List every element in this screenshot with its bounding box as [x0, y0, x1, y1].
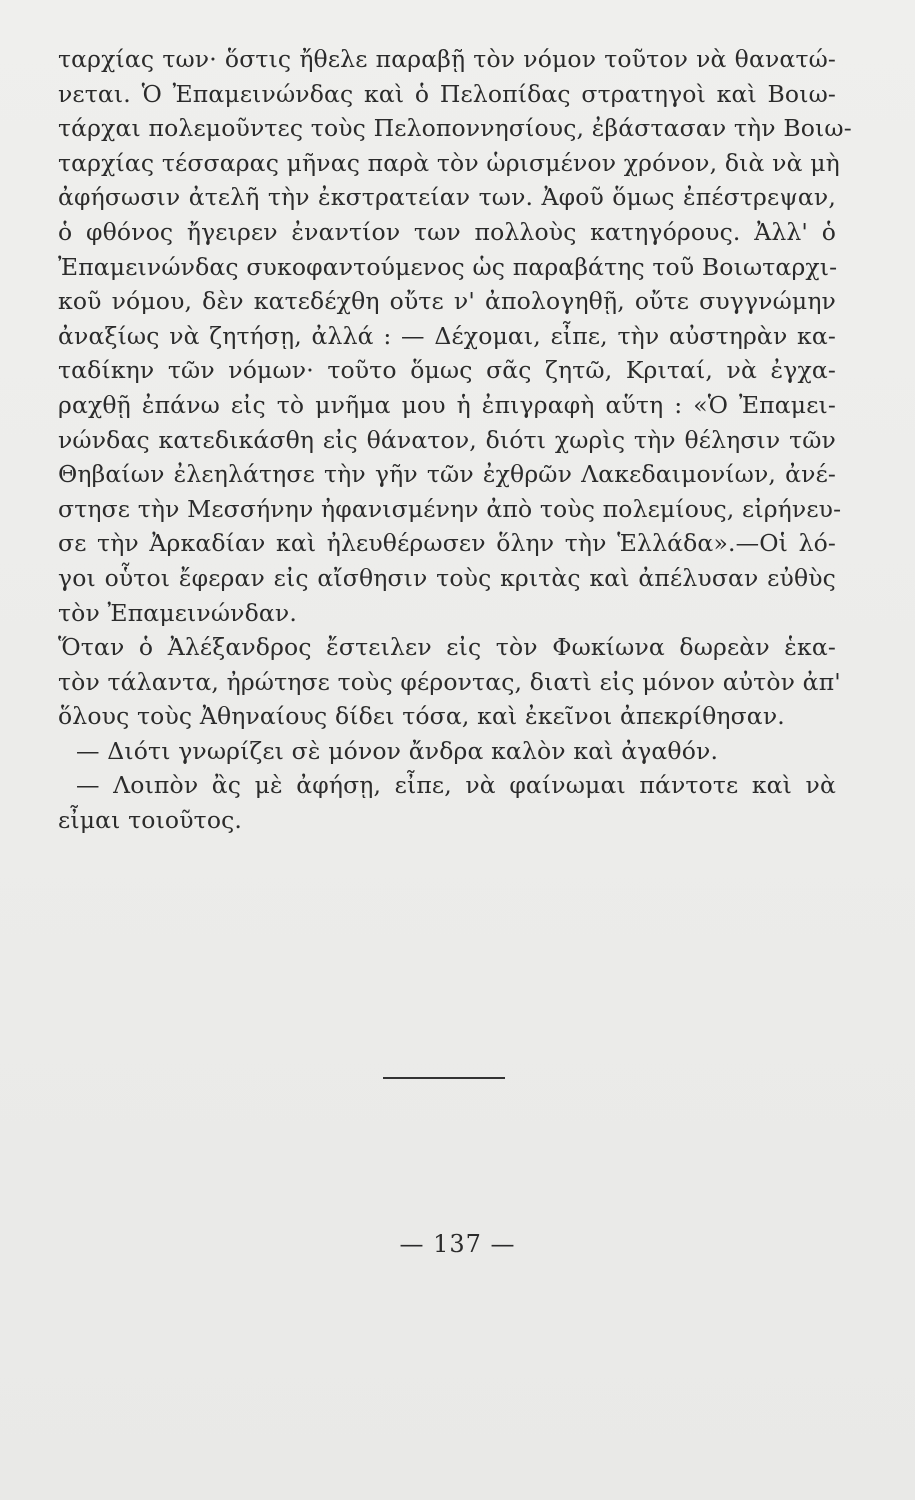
- text-line: ταρχίας των· ὅστις ἤθελε παραβῇ τὸν νόμον τοῦτον νὰ θανατώ-: [58, 45, 836, 73]
- text-line: — Λοιπὸν ἂς μὲ ἀφήσῃ, εἶπε, νὰ φαίνωμαι πάντοτε καὶ νὰ: [76, 771, 836, 800]
- text-line: στησε τὴν Μεσσήνην ἠφανισμένην ἀπὸ τοὺς πολεμίους, εἰρήνευ-: [58, 494, 842, 523]
- text-line: ταδίκην τῶν νόμων· τοῦτο ὅμως σᾶς ζητῶ, Κριταί, νὰ ἐγχα-: [58, 356, 836, 385]
- text-line: ὁ φθόνος ἤγειρεν ἐναντίον των πολλοὺς κατηγόρους. Ἀλλ' ὁ: [58, 217, 836, 246]
- text-line: — Διότι γνωρίζει σὲ μόνον ἄνδρα καλὸν καὶ ἀγαθόν.: [76, 736, 719, 765]
- text-line: ταρχίας τέσσαρας μῆνας παρὰ τὸν ὡρισμένον χρόνον, διὰ νὰ μὴ: [58, 148, 840, 177]
- text-line: ὅλους τοὺς Ἀθηναίους δίδει τόσα, καὶ ἐκεῖνοι ἀπεκρίθησαν.: [58, 702, 785, 731]
- text-line: εἶμαι τοιοῦτος.: [58, 806, 243, 835]
- text-line: κοῦ νόμου, δὲν κατεδέχθη οὔτε ν' ἀπολογηθῇ, οὔτε συγγνώμην: [58, 287, 836, 316]
- text-line: Θηβαίων ἐλεηλάτησε τὴν γῆν τῶν ἐχθρῶν Λακεδαιμονίων, ἀνέ-: [58, 460, 836, 489]
- text-line: σε τὴν Ἀρκαδίαν καὶ ἠλευθέρωσεν ὅλην τὴν Ἑλλάδα».—Οἱ λό-: [58, 529, 836, 558]
- text-line: τὸν τάλαντα, ἠρώτησε τοὺς φέροντας, διατὶ εἰς μόνον αὐτὸν ἀπ': [58, 667, 841, 696]
- text-line: Ἐπαμεινώνδας συκοφαντούμενος ὡς παραβάτης τοῦ Βοιωταρχι-: [58, 252, 838, 281]
- text-line: ραχθῇ ἐπάνω εἰς τὸ μνῆμα μου ἡ ἐπιγραφὴ αὕτη : «Ὁ Ἐπαμει-: [58, 390, 836, 419]
- section-divider: [383, 1077, 505, 1079]
- text-line: ἀναξίως νὰ ζητήσῃ, ἀλλά : — Δέχομαι, εἶπε, τὴν αὐστηρὰν κα-: [58, 321, 836, 350]
- text-line: γοι οὗτοι ἔφεραν εἰς αἴσθησιν τοὺς κριτὰς καὶ ἀπέλυσαν εὐθὺς: [58, 563, 836, 592]
- text-line: τὸν Ἐπαμεινώνδαν.: [58, 598, 297, 627]
- body-text: [58, 42, 852, 838]
- text-line: νεται. Ὁ Ἐπαμεινώνδας καὶ ὁ Πελοπίδας στρατηγοὶ καὶ Βοιω-: [58, 79, 836, 108]
- page-number: — 137 —: [399, 1230, 516, 1258]
- text-line: ἀφήσωσιν ἀτελῆ τὴν ἐκστρατείαν των. Ἀφοῦ ὅμως ἐπέστρεψαν,: [58, 183, 836, 212]
- text-line: νώνδας κατεδικάσθη εἰς θάνατον, διότι χωρὶς τὴν θέλησιν τῶν: [58, 425, 836, 454]
- text-line: Ὅταν ὁ Ἀλέξανδρος ἔστειλεν εἰς τὸν Φωκίωνα δωρεὰν ἑκα-: [58, 633, 836, 662]
- text-line: τάρχαι πολεμοῦντες τοὺς Πελοποννησίους, ἐβάστασαν τὴν Βοιω-: [58, 114, 852, 143]
